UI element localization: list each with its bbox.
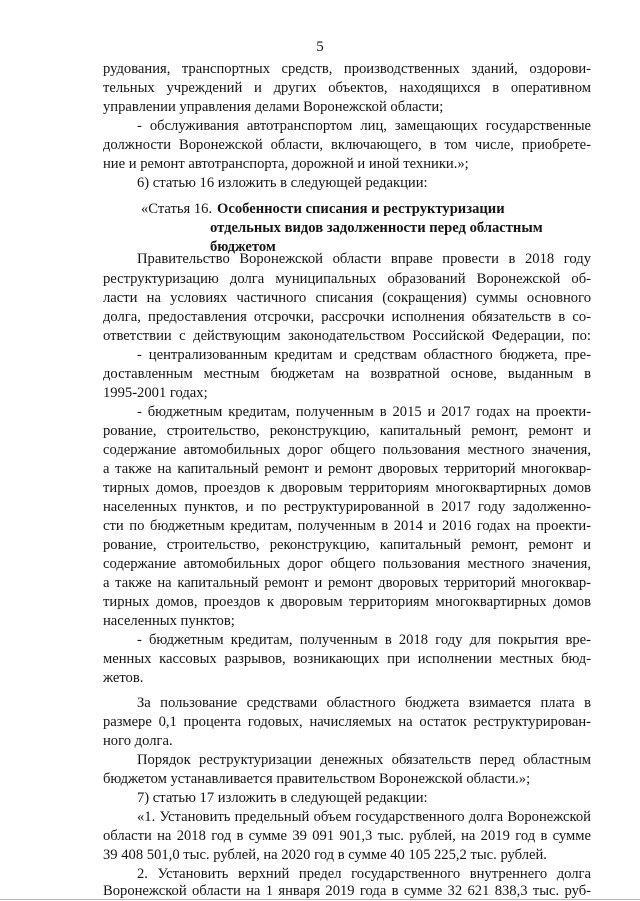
text-line: - обслуживания автотранспортом лиц, замещающих государственные xyxy=(137,118,591,134)
text-line: Воронежской области на 1 января 2019 года в сумме 32 621 838,3 тыс. руб- xyxy=(103,883,591,899)
text-line: а также на капитальный ремонт и ремонт дворовых территорий многоквар- xyxy=(103,461,591,477)
text-line: реструктуризацию долга муниципальных образований Воронежской об- xyxy=(103,271,591,287)
text-line: ние и ремонт автотранспорта, дорожной и иной техники.»; xyxy=(103,156,469,172)
text-line: а также на капитальный ремонт и ремонт дворовых территорий многоквар- xyxy=(103,575,591,591)
text-line: 39 408 501,0 тыс. рублей, на 2020 год в сумме 40 105 225,2 тыс. рублей. xyxy=(103,847,547,863)
text-line: 2. Установить верхний предел государственного внутреннего долга xyxy=(137,866,591,882)
text-line: рование, строительство, реконструкцию, капитальный ремонт, ремонт и xyxy=(103,423,591,439)
text-line: области на 2018 год в сумме 39 091 901,3 тыс. рублей, на 2019 год в сумме xyxy=(103,828,591,844)
text-line: содержание автомобильных дорог общего пользования местного значения, xyxy=(103,442,591,458)
text-line: - централизованным кредитам и средствам областного бюджета, пре- xyxy=(137,347,591,363)
text-line: тирных домов, проездов к дворовым территориям многоквартирных домов xyxy=(103,594,591,610)
text-line: ласти на условиях частичного списания (сокращения) суммы основного xyxy=(103,290,591,306)
text-line: Правительство Воронежской области вправе провести в 2018 году xyxy=(137,251,591,267)
text-line: менных кассовых разрывов, возникающих при исполнении местных бюд- xyxy=(103,651,591,667)
article-heading: отдельных видов задолженности перед областным xyxy=(210,220,543,236)
text-line: 7) статью 17 изложить в следующей редакции: xyxy=(137,790,428,806)
text-line: тирных домов, проездов к дворовым территориям многоквартирных домов xyxy=(103,480,591,496)
text-line: - бюджетным кредитам, полученным в 2015 и 2017 годах на проекти- xyxy=(137,404,591,420)
text-line: бюджетом устанавливается правительством Воронежской области.»; xyxy=(103,771,531,787)
text-line: ного долга. xyxy=(103,733,173,749)
text-line: Порядок реструктуризации денежных обязательств перед областным xyxy=(137,752,591,768)
text-line: доставленным местным бюджетам на возвратной основе, выданным в xyxy=(103,366,591,382)
page-number: 5 xyxy=(316,39,324,55)
text-line: За пользование средствами областного бюджета взимается плата в xyxy=(137,695,591,711)
text-line: рование, строительство, реконструкцию, капитальный ремонт, ремонт и xyxy=(103,537,591,553)
article-heading: Особенности списания и реструктуризации xyxy=(217,201,505,217)
text-line: управлении управления делами Воронежской области; xyxy=(103,99,444,115)
text-line: жетов. xyxy=(103,670,144,686)
text-line: рудования, транспортных средств, производственных зданий, оздорови- xyxy=(103,61,591,77)
text-line: долга, предоставления отсрочки, рассрочки исполнения обязательств в со- xyxy=(103,309,591,325)
text-line: населенных пунктов, и по реструктурированной в 2017 году задолженно- xyxy=(103,499,591,515)
text-line: содержание автомобильных дорог общего пользования местного значения, xyxy=(103,556,591,572)
text-line: тельных учреждений и других объектов, находящихся в оперативном xyxy=(103,80,591,96)
text-line: «1. Установить предельный объем государственного долга Воронежской xyxy=(137,809,591,825)
text-line: сти по бюджетным кредитам, полученным в 2014 и 2016 годах на проекти- xyxy=(103,518,591,534)
text-line: размере 0,1 процента годовых, начисляемых на остаток реструктурирован- xyxy=(103,714,591,730)
text-line: ответствии с действующим законодательством Российской Федерации, по: xyxy=(103,328,591,344)
text-line: 6) статью 16 изложить в следующей редакции: xyxy=(137,175,428,191)
scan-edge xyxy=(0,899,640,900)
article-number: «Статья 16. xyxy=(141,201,213,217)
text-line: 1995-2001 годах; xyxy=(103,385,208,401)
article-heading: бюджетом xyxy=(210,239,276,255)
text-line: должности Воронежской области, включающего, в том числе, приобрете- xyxy=(103,137,591,153)
text-line: - бюджетным кредитам, полученным в 2018 году для покрытия вре- xyxy=(137,632,591,648)
text-line: населенных пунктов; xyxy=(103,613,235,629)
